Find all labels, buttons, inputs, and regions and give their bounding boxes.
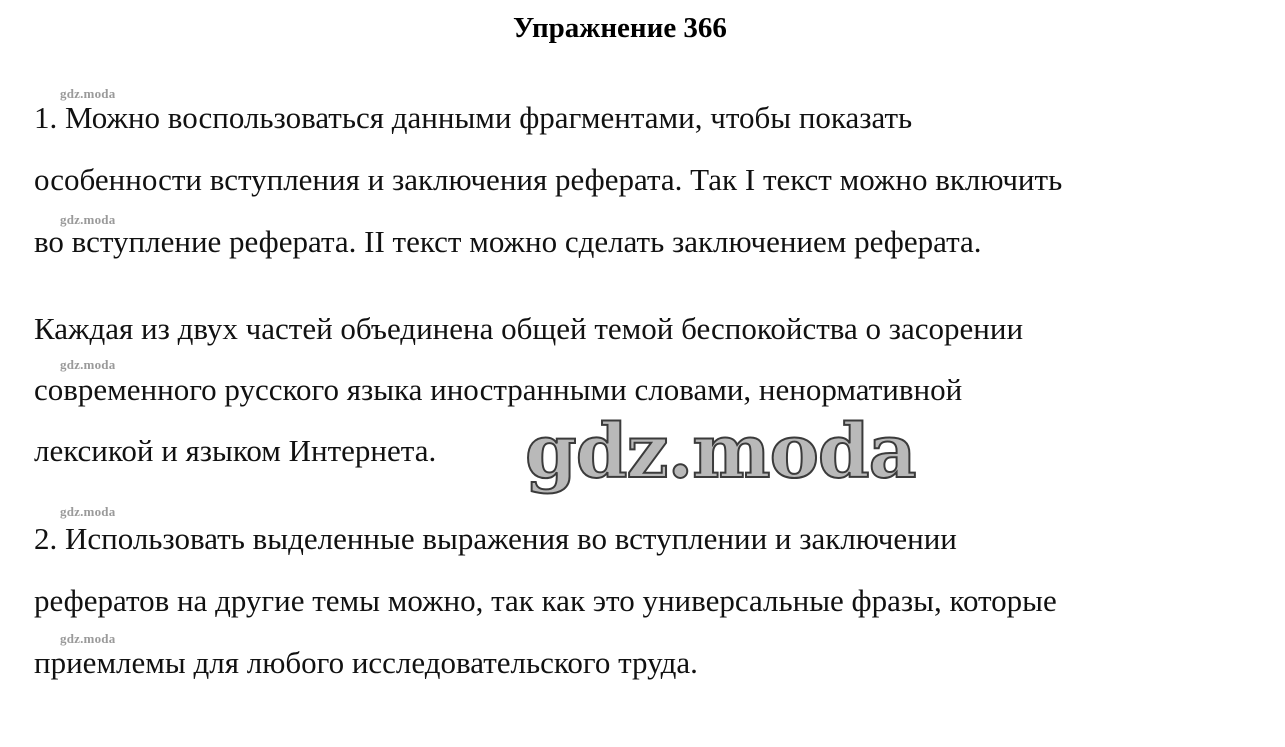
watermark-small: gdz.moda (60, 86, 116, 101)
watermark-small: gdz.moda (60, 631, 116, 646)
paragraph-2-line-2: современного русского языка иностранными словами, ненормативной (34, 372, 963, 407)
paragraph-1-line-3: во вступление реферата. II текст можно сделать заключением реферата. (34, 224, 982, 259)
paragraph-3-line-3: приемлемы для любого исследовательского труда. (34, 645, 698, 680)
paragraph-3-line-2: рефератов на другие темы можно, так как это универсальные фразы, которые (34, 583, 1057, 618)
watermark-small: gdz.moda (60, 357, 116, 372)
paragraph-3-line-1: 2. Использовать выделенные выражения во вступлении и заключении (34, 521, 957, 556)
watermark-large: gdz.moda (525, 409, 916, 495)
paragraph-1-line-2: особенности вступления и заключения реферата. Так I текст можно включить (34, 162, 1063, 197)
paragraph-2-line-1: Каждая из двух частей объединена общей темой беспокойства о засорении (34, 311, 1024, 346)
watermark-small: gdz.moda (60, 504, 116, 519)
paragraph-1-line-1: 1. Можно воспользоваться данными фрагментами, чтобы показать (34, 100, 913, 135)
paragraph-2-line-3: лексикой и языком Интернета. (34, 433, 437, 468)
watermark-small: gdz.moda (60, 212, 116, 227)
page-title: Упражнение 366 (513, 12, 727, 44)
